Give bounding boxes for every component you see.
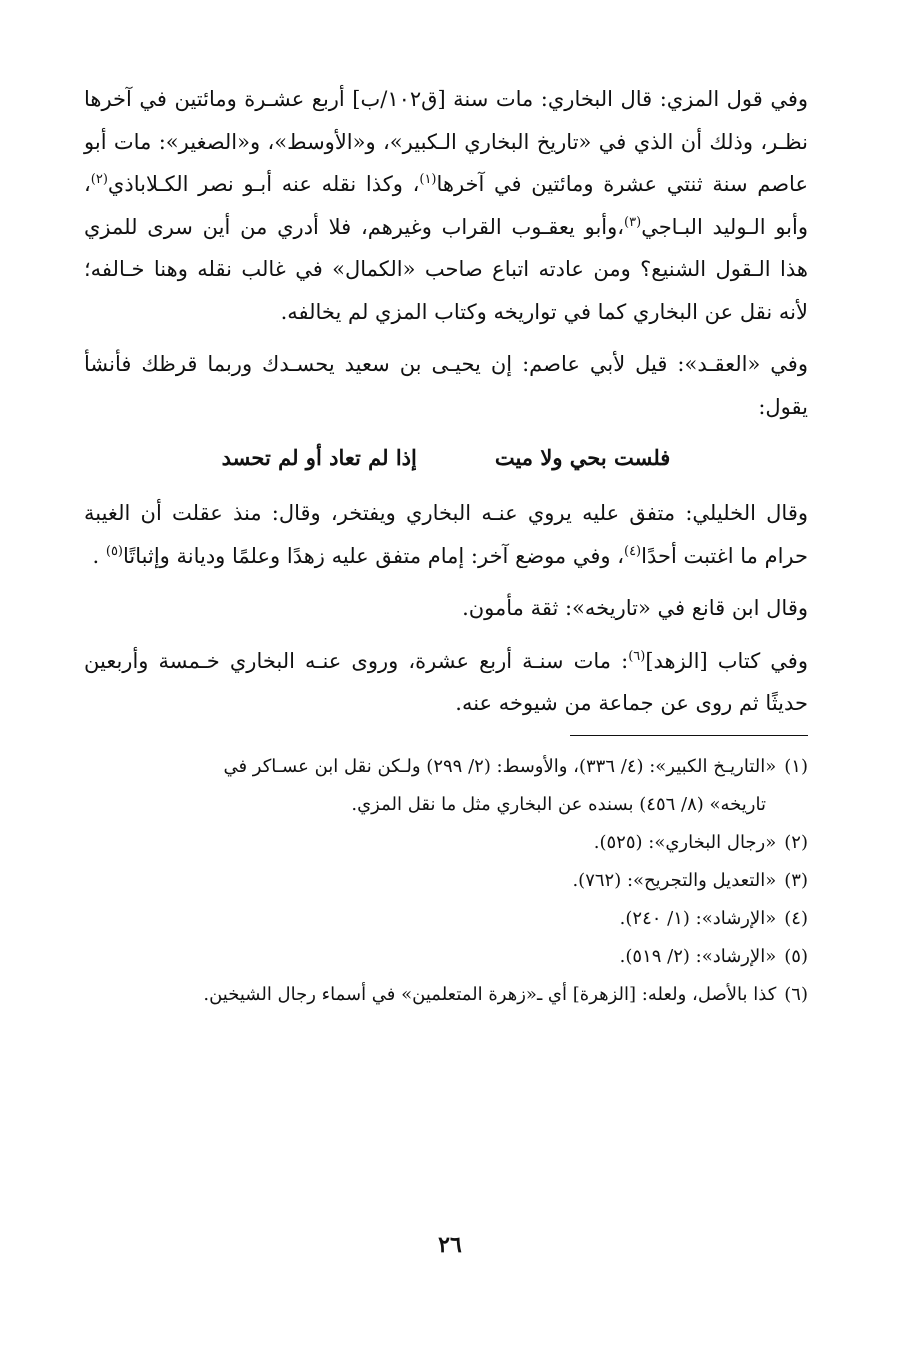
paragraph-mizzi-quote (84, 78, 808, 333)
poetry-verse (84, 438, 808, 478)
text-line: وغيرهم، فلا أدري من أين سرى للمزي هذا الـقول الشنيع؟ ومن عادته اتباع (84, 214, 808, 281)
text-line: : مات سنـة أربع عشرة، وروى عنـه البخاري خـمسة (158, 648, 629, 673)
text-line: ،وأبو يعقـوب القراب (441, 214, 625, 239)
footnote-number: (٦) (784, 983, 808, 1005)
paragraph-ibn-qani-quote (84, 587, 808, 630)
text-line: وفي قول المزي: قال البخاري: مات سنة [ق١٠٢/ب] أربع عشـرة ومائتين (174, 87, 809, 111)
footnote-1 (84, 748, 808, 786)
text-line: وقال ابن قانع في «تاريخه»: ثقة مأمون. (462, 596, 808, 620)
footnote-text: تاريخه» (٨/ ٤٥٦) بسنده عن البخاري مثل ما نقل المزي. (351, 793, 766, 815)
text-line: و«الصغير»: مات أبو عاصم سنة ثنتي عشرة ومائتين في آخرها (84, 129, 808, 196)
footnote-text: «التعديل والتجريح»: (٧٦٢). (572, 869, 777, 891)
text-line: وأربعين حديثًا ثم روى عن جماعة من شيوخه عنه. (84, 648, 808, 715)
paragraph-khalili-quote (84, 492, 808, 577)
text-line: وديانة وإثباتًا (123, 543, 226, 568)
paragraph-iqd-quote (84, 343, 808, 428)
text-line: الغيبة حرام ما اغتبت أحدًا (84, 501, 808, 568)
footnote-2 (84, 824, 808, 862)
page-number: ٢٦ (438, 1232, 462, 1258)
footnote-6 (84, 976, 808, 1014)
text-line: . (92, 543, 106, 568)
book-page (84, 78, 808, 1014)
footnote-number: (٣) (784, 869, 808, 891)
text-line: ، وأبو الـوليد البـاجي (84, 172, 808, 239)
footnote-text: كذا بالأصل، ولعله: [الزهرة] أي ـ«زهرة المتعلمين» في أسماء رجال الشيخين. (203, 983, 777, 1005)
footnote-divider (570, 735, 808, 736)
footnote-1-continuation (84, 786, 808, 824)
text-line: تواريخه وكتاب المزي لم يخالفه. (280, 299, 557, 324)
footnote-ref-5[interactable]: (٥) (105, 543, 123, 559)
text-line: فأنشأ يقول: (84, 352, 808, 419)
footnote-text: «رجال البخاري»: (٥٢٥). (593, 831, 777, 853)
text-line: ، وفي موضع آخر: إمام متفق عليه زهدًا وعلمًا (232, 543, 624, 568)
verse-hemistich-second: إذا لم تعاد أو لم تحسد (221, 445, 417, 470)
footnote-3 (84, 862, 808, 900)
paragraph-zuhd-quote (84, 640, 808, 725)
footnote-ref-3[interactable]: (٣) (624, 214, 642, 230)
footnote-ref-1[interactable]: (١) (419, 172, 437, 187)
footnote-text: «الإرشاد»: (١/ ٢٤٠). (619, 907, 777, 929)
verse-hemistich-first: فلست بحي ولا ميت (494, 445, 671, 470)
footnote-number: (٢) (784, 831, 808, 853)
footnote-ref-6[interactable]: (٦) (628, 648, 646, 664)
text-line: صاحب «الكمال» في غالب نقله وهنا خـالفه؛ لأنه نقل عن البخاري كما في (84, 257, 808, 324)
footnote-5 (84, 938, 808, 976)
text-line: وقال الخليلي: متفق عليه يروي عنـه البخاري ويفتخر، وقال: منذ عقلت أن (140, 501, 808, 525)
footnote-number: (٤) (784, 907, 808, 929)
footnote-text: «التاريـخ الكبير»: (٤/ ٣٣٦)، والأوسط: (٢/ ٢٩٩) ولـكن نقل ابن عسـاكر في (223, 755, 777, 777)
footnote-number: (١) (784, 755, 808, 777)
footnote-number: (٥) (784, 945, 808, 967)
footnote-text: «الإرشاد»: (٢/ ٥١٩). (619, 945, 777, 967)
text-line: عنه أبـو نصر الكـلاباذي (107, 172, 312, 196)
footnotes-section (84, 748, 808, 1014)
footnote-ref-4[interactable]: (٤) (623, 543, 642, 559)
text-line: ، وكذا نقله (321, 172, 420, 196)
footnote-ref-2[interactable]: (٢) (90, 172, 108, 187)
footnote-4 (84, 900, 808, 938)
text-line: وفي «العقـد»: قيل لأبي عاصم: إن يحيـى بن سعيد يحسـدك وربما قرظك (141, 352, 808, 376)
text-line: وفي كتاب [الزهد] (645, 648, 808, 673)
text-line: في آخرها نظـر، وذلك أن الذي في «تاريخ البخاري الـكبير»، و«الأوسط»، (84, 87, 808, 154)
